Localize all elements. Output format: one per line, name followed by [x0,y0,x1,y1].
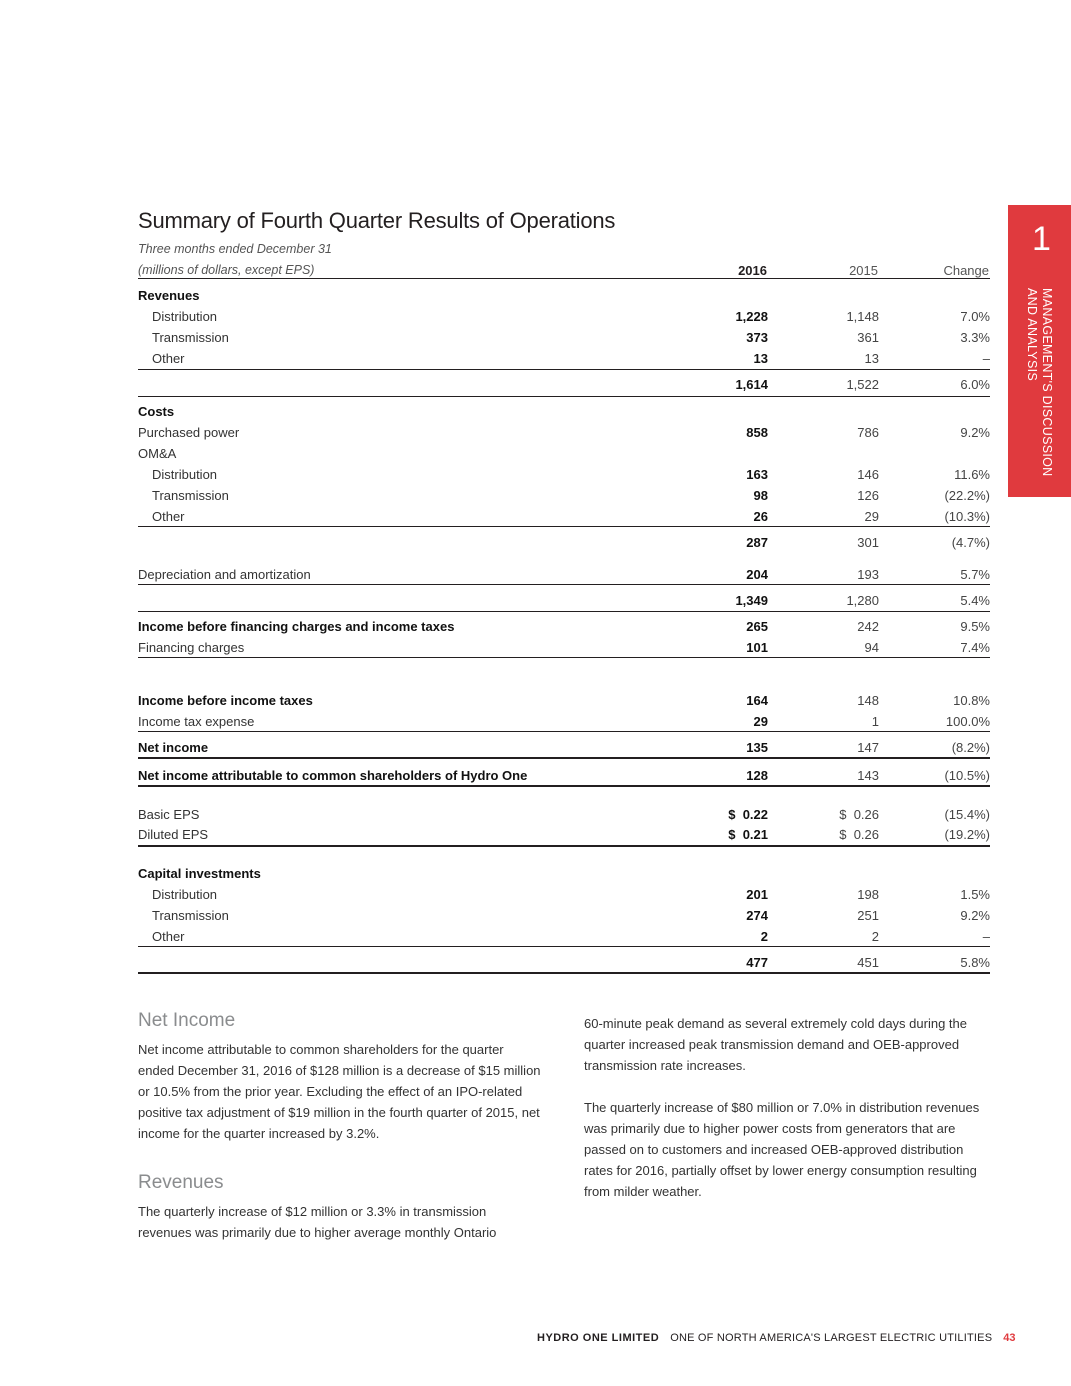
footer-brand: HYDRO ONE LIMITED [537,1332,660,1344]
row-label: Financing charges [138,640,245,655]
row-label: Diluted EPS [138,827,209,842]
table-row [138,928,990,946]
units-note: (millions of dollars, except EPS) [138,263,315,277]
value-2016: 101 [746,640,768,655]
value-change: 6.0% [960,377,990,392]
value-2016: 128 [746,768,768,783]
row-label: Basic EPS [138,807,200,822]
value-2015: 301 [857,535,879,550]
value-change: 11.6% [954,467,990,482]
value-2015: 361 [857,330,879,345]
value-2015: 451 [857,955,879,970]
total-rule [138,785,990,787]
net-income-heading: Net Income [138,1010,236,1031]
value-change: (10.5%) [944,768,990,783]
value-change: 9.5% [960,619,990,634]
row-label: Net income attributable to common shareholders of Hydro One [138,768,528,783]
table-row [138,466,990,484]
value-2015: $ 0.26 [839,827,879,842]
value-2016: 204 [746,567,768,582]
value-2015: 1,280 [846,593,879,608]
subtotal-rule [138,526,990,527]
table-row [138,826,990,844]
value-2016: 274 [746,908,768,923]
table-row [138,424,990,442]
value-change: 7.4% [960,640,990,655]
value-2016: 13 [753,351,768,366]
value-2015: 786 [857,425,879,440]
value-2016: 858 [746,425,768,440]
value-2016: 135 [746,740,768,755]
value-change: (19.2%) [944,827,990,842]
section-number: 1 [1032,220,1051,258]
subtotal-rule [138,946,990,947]
value-2015: 146 [857,467,879,482]
revenues-paragraph-3: The quarterly increase of $80 million or 7.0% in distribution revenues was primarily due to higher power costs from generators that are passed on to customers and increased OEB-approved distribution rates for 2016, partially offset by lower energy consumption resulting from milder weather. [584,1100,980,1199]
value-2016: 98 [753,488,768,503]
value-change: (10.3%) [944,509,990,524]
table-row [138,767,990,785]
value-2015: 1,522 [846,377,879,392]
net-income-paragraph: Net income attributable to common shareholders for the quarter ended December 31, 2016 of $128 million is a decrease of $15 million or 10.5% from the prior year. Excluding the effect of an IPO-related positive tax adjustment of $19 million in the fourth quarter of 2015, net income for the quarter increased by 3.2%. [138,1042,541,1141]
value-2015: 198 [857,887,879,902]
value-2015: 148 [857,693,879,708]
value-2015: 13 [864,351,879,366]
value-2016: 287 [746,535,768,550]
value-2016: 373 [746,330,768,345]
subtotal-rule [138,584,990,585]
table-row [138,886,990,904]
subtotal-rule [138,369,990,370]
value-2015: 29 [864,509,879,524]
table-row [138,350,990,368]
row-label: Transmission [152,908,229,923]
total-rule [138,972,990,974]
value-change: 1.5% [960,887,990,902]
value-2015: 94 [864,640,879,655]
table-row [138,329,990,347]
revenues-heading: Revenues [138,1172,224,1193]
revenues-paragraph-1: The quarterly increase of $12 million or 3.3% in transmission revenues was primarily due to higher average monthly Ontario [138,1204,497,1240]
value-change: (4.7%) [951,535,990,550]
table-row [138,639,990,657]
row-label: Other [152,929,185,944]
table-row [138,487,990,505]
row-label: Costs [138,404,175,419]
total-rule [138,757,990,759]
table-row [138,534,990,552]
table-row [138,865,990,883]
value-2015: 1,148 [846,309,879,324]
value-2015: 126 [857,488,879,503]
value-change: – [982,929,990,944]
value-2016: 265 [746,619,768,634]
table-row [138,308,990,326]
table-row [138,618,990,636]
value-2016: 2 [760,929,768,944]
row-label: Purchased power [138,425,240,440]
row-label: Other [152,509,185,524]
table-row [138,692,990,710]
table-row [138,376,990,394]
footer-tagline: ONE OF NORTH AMERICA'S LARGEST ELECTRIC UTILITIES [670,1332,993,1344]
row-label: Distribution [152,887,218,902]
page-footer [537,1332,1016,1344]
table-row [138,806,990,824]
subtotal-rule [138,731,990,732]
table-row [138,592,990,610]
table-row [138,403,990,421]
subtotal-rule [138,657,990,658]
value-2016: 1,349 [735,593,768,608]
value-2016: $ 0.21 [728,827,768,842]
column-header-change: Change [943,263,989,278]
value-change: 5.8% [960,955,990,970]
value-change: 3.3% [960,330,990,345]
table-row [138,566,990,584]
value-change: (15.4%) [944,807,990,822]
value-2015: 143 [857,768,879,783]
table-row [138,954,990,972]
value-change: 9.2% [960,908,990,923]
value-change: 5.4% [960,593,990,608]
total-rule [138,611,990,612]
column-header-2016: 2016 [738,263,767,278]
row-label: Income before financing charges and income taxes [138,619,455,634]
total-rule [138,845,990,847]
value-2016: 29 [753,714,768,729]
value-2016: $ 0.22 [728,807,768,822]
value-2015: 2 [871,929,879,944]
section-name-line1: MANAGEMENT'S DISCUSSION [1040,288,1054,477]
row-label: Distribution [152,467,218,482]
table-row [138,713,990,731]
value-change: (22.2%) [944,488,990,503]
table-row [138,287,990,305]
row-label: Transmission [152,488,229,503]
total-rule [138,396,990,397]
period-subtitle: Three months ended December 31 [138,242,332,256]
table-row [138,907,990,925]
section-name-line2: AND ANALYSIS [1025,288,1039,381]
row-label: Other [152,351,185,366]
row-label: Transmission [152,330,229,345]
value-change: 5.7% [960,567,990,582]
value-2016: 163 [746,467,768,482]
value-2015: 1 [871,714,879,729]
value-2016: 26 [753,509,768,524]
revenues-paragraph-2: 60-minute peak demand as several extremely cold days during the quarter increased peak transmission demand and OEB-approved transmission rate increases. [584,1016,967,1073]
row-label: Net income [138,740,209,755]
value-change: (8.2%) [951,740,990,755]
value-2016: 1,228 [735,309,768,324]
row-label: Revenues [138,288,200,303]
value-2016: 477 [746,955,768,970]
table-row [138,508,990,526]
value-2016: 164 [746,693,768,708]
value-change: 7.0% [960,309,990,324]
value-2016: 201 [746,887,768,902]
value-2015: 251 [857,908,879,923]
page-number: 43 [1003,1332,1016,1344]
value-2015: $ 0.26 [839,807,879,822]
row-label: Depreciation and amortization [138,567,311,582]
column-header-2015: 2015 [849,263,878,278]
table-row [138,445,990,463]
row-label: OM&A [138,446,177,461]
section-name [1024,288,1054,476]
row-label: Income before income taxes [138,693,313,708]
value-change: – [982,351,990,366]
page-title: Summary of Fourth Quarter Results of Operations [138,208,616,233]
row-label: Income tax expense [138,714,255,729]
table-row [138,739,990,757]
value-2015: 242 [857,619,879,634]
value-2016: 1,614 [735,377,768,392]
value-change: 100.0% [945,714,990,729]
header-rule [138,278,990,279]
value-2015: 147 [857,740,879,755]
value-change: 9.2% [960,425,990,440]
value-change: 10.8% [953,693,990,708]
row-label: Distribution [152,309,218,324]
row-label: Capital investments [138,866,261,881]
value-2015: 193 [857,567,879,582]
